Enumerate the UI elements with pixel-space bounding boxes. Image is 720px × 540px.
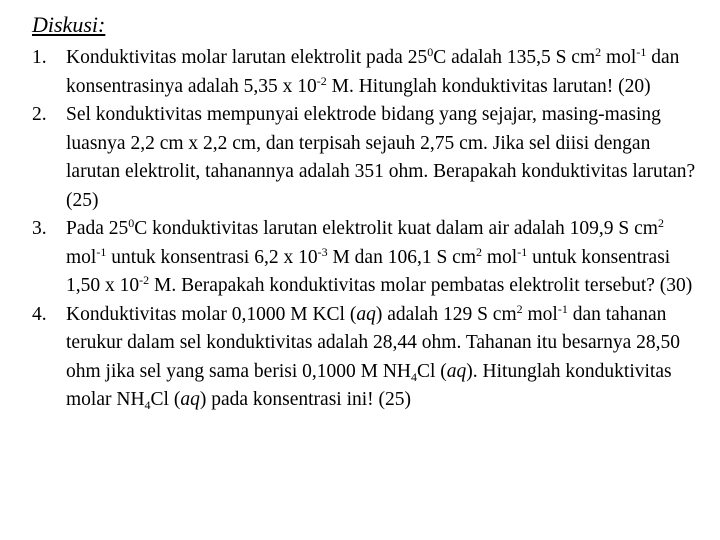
text-segment: ) adalah 129 S cm [375, 303, 517, 325]
question-text [66, 104, 695, 211]
question-number: 4. [32, 303, 47, 325]
question-text [66, 218, 692, 296]
text-segment: Cl ( [150, 389, 181, 410]
text-segment: M. Berapakah konduktivitas molar pembatas elektrolit tersebut? (30) [149, 275, 693, 296]
text-segment: mol [482, 246, 518, 268]
text-segment: Sel konduktivitas mempunyai elektrode bidang yang sejajar, masing-masing luasnya 2,2 cm x 2,2 cm, dan terpisah sejauh 2,75 cm. Jika sel diisi dengan larutan elektrolit, tahanannya adalah 351 ohm. Berapakah konduktivitas larutan? (25) [66, 104, 696, 211]
text-segment: 2 [516, 301, 523, 316]
page-title: Diskusi: [32, 12, 106, 37]
text-segment: dan konsentrasinya adalah 5,35 x 10 [66, 47, 680, 97]
text-segment: aq [446, 360, 467, 382]
text-segment: -1 [96, 244, 107, 259]
text-segment: ) pada konsentrasi ini! (25) [199, 389, 412, 410]
question-item [32, 101, 702, 215]
text-segment: Konduktivitas molar 0,1000 M KCl ( [66, 303, 357, 325]
text-segment: -1 [557, 301, 568, 316]
question-text [66, 47, 679, 97]
text-segment: Konduktivitas molar larutan elektrolit pada 25 [66, 47, 428, 68]
text-segment: 2 [657, 216, 664, 230]
question-text [66, 301, 681, 412]
text-segment: -1 [517, 244, 528, 259]
text-segment: C konduktivitas larutan elektrolit kuat dalam air adalah 109,9 S cm [134, 218, 658, 239]
question-item [32, 215, 702, 301]
text-segment: M. Hitunglah konduktivitas larutan! (20) [326, 75, 651, 97]
text-segment: mol [601, 47, 637, 68]
question-item [32, 44, 702, 101]
question-number: 2. [32, 104, 47, 125]
text-segment: 2 [595, 45, 602, 59]
text-segment: mol [522, 303, 558, 325]
text-segment: aq [356, 303, 376, 325]
text-segment: dan tahanan terukur dalam sel konduktivitas adalah 28,44 ohm. Tahanan itu besarnya 28,50 ohm jika sel yang sama berisi 0,1000 M NH [66, 303, 681, 382]
text-segment: -2 [139, 273, 150, 287]
text-segment: 4 [411, 369, 417, 384]
text-segment: ). Hitunglah konduktivitas molar NH [66, 360, 672, 410]
text-segment: aq [180, 389, 200, 410]
text-segment: 4 [144, 398, 151, 412]
text-segment: untuk konsentrasi 1,50 x 10 [66, 246, 671, 296]
text-segment: M dan 106,1 S cm [327, 246, 476, 268]
text-segment: mol [66, 246, 97, 268]
question-number: 3. [32, 218, 47, 239]
text-segment: 0 [128, 216, 135, 230]
text-segment: -3 [317, 244, 328, 259]
text-segment: Pada 25 [66, 218, 129, 239]
question-item [32, 301, 702, 415]
question-list [32, 44, 702, 415]
text-segment: 0 [427, 45, 434, 59]
text-segment: Cl ( [417, 360, 447, 382]
text-segment: -2 [316, 73, 327, 88]
text-segment: -1 [636, 45, 647, 59]
text-segment: untuk konsentrasi 6,2 x 10 [106, 246, 318, 268]
question-number: 1. [32, 47, 47, 68]
text-segment: C adalah 135,5 S cm [433, 47, 596, 68]
text-segment: 2 [476, 244, 482, 259]
